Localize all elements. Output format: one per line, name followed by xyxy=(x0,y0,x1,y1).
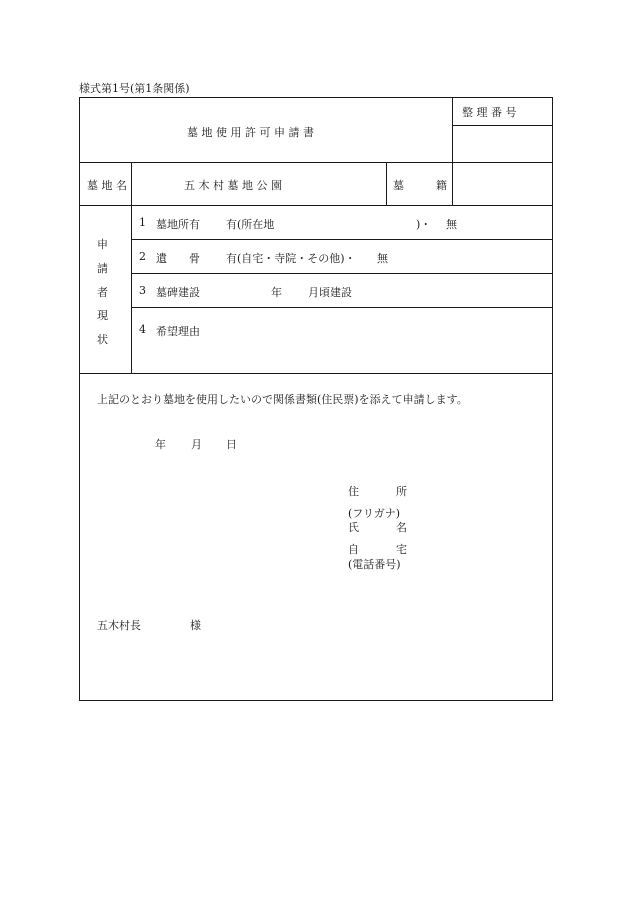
plot-label: 墓 xyxy=(393,179,404,192)
name-label-first: 氏 xyxy=(348,521,359,534)
status-section-bottom xyxy=(79,373,553,374)
registry-field[interactable] xyxy=(456,168,548,202)
form-label: 様式第1号(第1条関係) xyxy=(79,82,190,95)
date-year: 年 xyxy=(155,438,166,451)
item2-bottom xyxy=(131,273,553,274)
frame-left xyxy=(79,97,80,701)
item-number: 2 xyxy=(139,250,146,263)
item-bracket-close: )・ xyxy=(416,218,432,231)
form-title: 墓 地 使 用 許 可 申 請 書 xyxy=(187,126,314,139)
registry-divider xyxy=(452,162,453,206)
registry-label: 籍 xyxy=(436,179,447,192)
item-label: 墓地所有 xyxy=(156,218,200,231)
header-bottom-line xyxy=(79,162,553,163)
item3-bottom xyxy=(131,307,553,308)
name-label-second: 名 xyxy=(396,521,407,534)
addressee-honorific: 様 xyxy=(190,619,201,632)
item-option-yes[interactable]: 有(自宅・寺院・その他)・ xyxy=(226,252,356,265)
furigana-label: (フリガナ) xyxy=(348,507,401,520)
cemetery-row-bottom xyxy=(79,205,553,206)
item-number: 1 xyxy=(139,216,146,229)
home-label-first: 自 xyxy=(348,543,359,556)
applicant-status-char: 状 xyxy=(97,333,108,346)
phone-label: (電話番号) xyxy=(348,558,401,571)
date-month: 月 xyxy=(191,438,202,451)
address-label-second: 所 xyxy=(396,485,407,498)
reference-label-line xyxy=(452,125,553,126)
item-option-yes[interactable]: 有(所在地 xyxy=(226,218,275,231)
cemetery-name-value: 五 木 村 墓 地 公 園 xyxy=(184,179,282,192)
item-label: 墓碑建設 xyxy=(156,286,200,299)
applicant-status-char: 申 xyxy=(97,238,108,251)
item1-bottom xyxy=(131,239,553,240)
address-label-first: 住 xyxy=(348,485,359,498)
frame-top xyxy=(79,97,553,98)
item-label: 遺 骨 xyxy=(156,252,200,265)
cemetery-name-label: 墓 地 名 xyxy=(87,179,127,192)
item-option-no[interactable]: 無 xyxy=(377,252,388,265)
date-day: 日 xyxy=(226,438,237,451)
item-number: 4 xyxy=(139,323,146,336)
reason-field[interactable] xyxy=(215,313,545,368)
item-year: 年 xyxy=(271,286,282,299)
application-statement: 上記のとおり墓地を使用したいので関係書類(住民票)を添えて申請します。 xyxy=(97,393,468,406)
label-column-divider xyxy=(131,162,132,374)
frame-right xyxy=(552,97,553,701)
reference-divider xyxy=(452,97,453,163)
item-month-build: 月頃建設 xyxy=(308,286,352,299)
applicant-status-char: 者 xyxy=(97,286,108,299)
home-label-second: 宅 xyxy=(396,543,407,556)
reference-number-field[interactable] xyxy=(456,130,548,158)
item-number: 3 xyxy=(139,284,146,297)
frame-bottom xyxy=(79,700,553,701)
reference-number-label: 整 理 番 号 xyxy=(462,106,517,119)
item-label: 希望理由 xyxy=(156,325,200,338)
applicant-status-char: 請 xyxy=(97,262,108,275)
plot-divider xyxy=(386,162,387,206)
applicant-status-char: 現 xyxy=(97,309,108,322)
addressee-name: 五木村長 xyxy=(97,619,141,632)
item-option-no[interactable]: 無 xyxy=(446,218,457,231)
